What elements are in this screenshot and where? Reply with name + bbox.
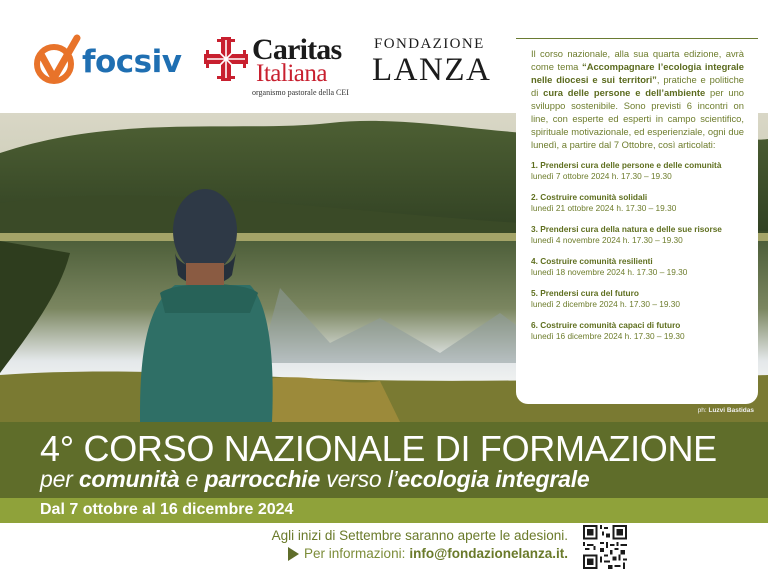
meeting-item bbox=[531, 256, 744, 277]
meeting-item bbox=[531, 288, 744, 309]
registration-note: Agli inizi di Settembre saranno aperte le adesioni. bbox=[271, 528, 568, 543]
caritas-wordmark: Caritas bbox=[252, 33, 342, 66]
meeting-date: lunedì 4 novembre 2024 h. 17.30 – 19.30 bbox=[531, 234, 683, 245]
meeting-title: 3. Prendersi cura della natura e delle sue risorse bbox=[531, 224, 722, 234]
photo-credit-name: Luzvi Bastidas bbox=[708, 407, 754, 414]
panel-top-divider bbox=[516, 38, 758, 39]
subtitle-emph: ecologia integrale bbox=[397, 466, 590, 492]
intro-theme: “Accompagnare l’ecologia integrale nelle diocesi e sui territori” bbox=[531, 61, 744, 85]
caritas-tagline: organismo pastorale della CEI bbox=[252, 88, 349, 97]
meeting-date: lunedì 21 ottobre 2024 h. 17.30 – 19.30 bbox=[531, 202, 677, 213]
caritas-logo bbox=[204, 35, 354, 95]
meeting-title: 2. Costruire comunità solidali bbox=[531, 192, 648, 202]
meeting-date: lunedì 18 novembre 2024 h. 17.30 – 19.30 bbox=[531, 266, 688, 277]
meeting-title: 5. Prendersi cura del futuro bbox=[531, 288, 639, 298]
contact-email-link[interactable]: info@fondazionelanza.it. bbox=[409, 546, 568, 561]
qr-code-icon[interactable] bbox=[583, 525, 627, 569]
subtitle-part: verso l’ bbox=[320, 466, 398, 492]
lanza-name: LANZA bbox=[372, 52, 492, 88]
logos-row bbox=[0, 0, 520, 113]
meeting-date: lunedì 16 dicembre 2024 h. 17.30 – 19.30 bbox=[531, 330, 685, 341]
course-subtitle bbox=[40, 466, 590, 493]
caritas-italiana: Italiana bbox=[256, 60, 327, 87]
fondazione-lanza-logo bbox=[372, 36, 502, 96]
intro-focus: cura delle persone e dell’ambiente bbox=[543, 87, 706, 98]
contact-line bbox=[288, 546, 568, 561]
focsiv-logo bbox=[32, 34, 192, 90]
caritas-cross-icon bbox=[204, 37, 248, 81]
meeting-date: lunedì 2 dicembre 2024 h. 17.30 – 19.30 bbox=[531, 298, 680, 309]
intro-part-3: per uno sviluppo sostenibile. Sono previsti 6 incontri on line, con esperte ed esperti in campo scientifico, spirituale motivazionale, ed esperienziale, ogni due lunedì, a partire dal 7 Ottobre, così articolati: bbox=[531, 87, 745, 150]
course-info-panel bbox=[516, 38, 758, 404]
lanza-fondazione: FONDAZIONE bbox=[374, 36, 485, 52]
meetings-list bbox=[531, 160, 744, 341]
course-title: 4° CORSO NAZIONALE DI FORMAZIONE bbox=[40, 428, 717, 469]
intro-part-2: , pratiche e politiche di bbox=[531, 74, 744, 98]
meeting-date: lunedì 7 ottobre 2024 h. 17.30 – 19.30 bbox=[531, 170, 672, 181]
subtitle-part: e bbox=[179, 466, 205, 492]
meeting-item bbox=[531, 192, 744, 213]
play-arrow-icon bbox=[288, 547, 299, 561]
meeting-title: 1. Prendersi cura delle persone e delle comunità bbox=[531, 160, 722, 170]
info-label: Per informazioni: bbox=[304, 546, 406, 561]
subtitle-part: per bbox=[40, 466, 79, 492]
meeting-title: 6. Costruire comunità capaci di futuro bbox=[531, 320, 681, 330]
course-intro bbox=[531, 47, 744, 151]
intro-part-1: Il corso nazionale, alla sua quarta edizione, avrà come tema bbox=[531, 48, 744, 72]
focsiv-wordmark: focsiv bbox=[82, 44, 182, 80]
meeting-title: 4. Costruire comunità resilienti bbox=[531, 256, 653, 266]
photo-credit-prefix: ph: bbox=[697, 407, 707, 414]
course-dates: Dal 7 ottobre al 16 dicembre 2024 bbox=[40, 501, 294, 518]
meeting-item bbox=[531, 224, 744, 245]
meeting-item bbox=[531, 320, 744, 341]
focsiv-check-icon bbox=[32, 34, 82, 88]
subtitle-emph: parrocchie bbox=[204, 466, 321, 492]
meeting-item bbox=[531, 160, 744, 181]
subtitle-emph: comunità bbox=[78, 466, 180, 492]
photo-credit bbox=[698, 407, 754, 414]
